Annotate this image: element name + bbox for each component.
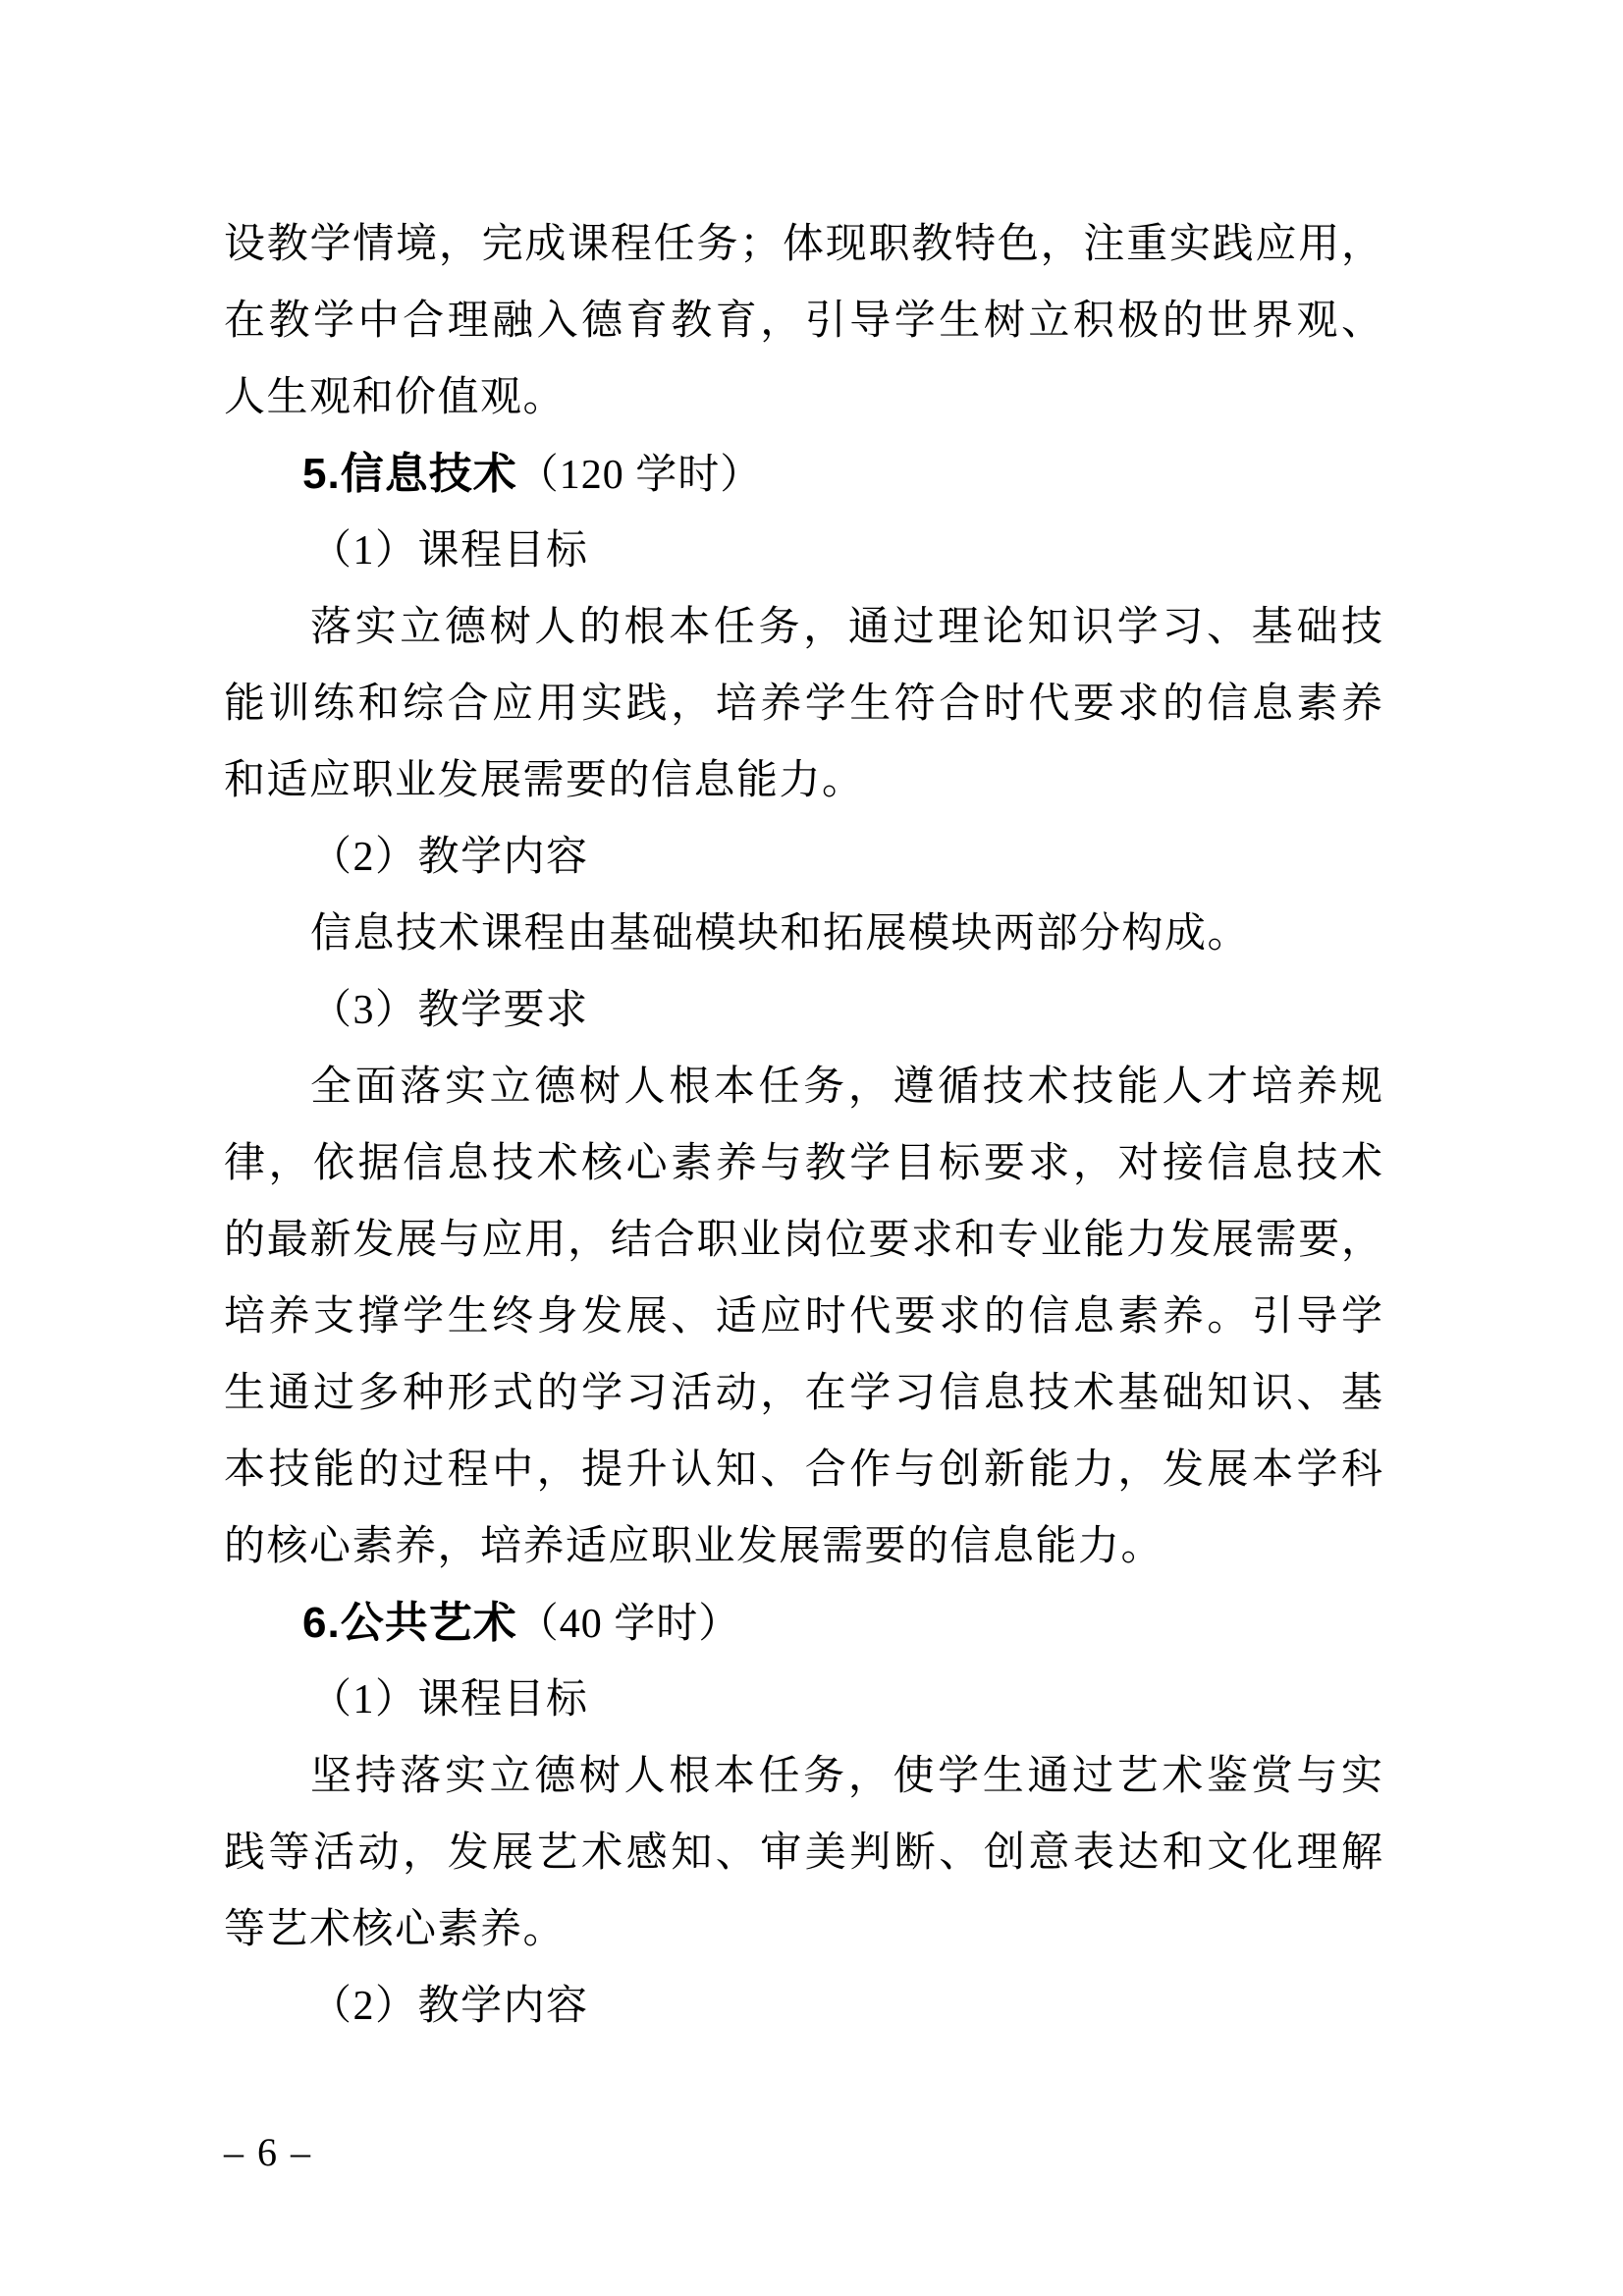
section-heading-info-tech: [224, 436, 1382, 513]
body-text-line: 坚持落实立德树人根本任务，使学生通过艺术鉴赏与实: [310, 1754, 1382, 1799]
subsection-label: （1）课程目标: [310, 528, 589, 574]
document-text-block: [224, 206, 1382, 2045]
subsection-label: （1）课程目标: [310, 1677, 589, 1722]
subsection-label: （2）教学内容: [310, 1984, 589, 2029]
body-text-line: 人生观和价值观。: [224, 375, 567, 420]
body-text-line: 和适应职业发展需要的信息能力。: [224, 758, 865, 803]
body-text-line: 全面落实立德树人根本任务，遵循技术技能人才培养规: [310, 1065, 1382, 1110]
body-text-line: 践等活动，发展艺术感知、审美判断、创意表达和文化理解: [224, 1831, 1382, 1876]
body-text-line: 设教学情境，完成课程任务；体现职教特色，注重实践应用，: [224, 222, 1382, 267]
body-text-line: 等艺术核心素养。: [224, 1907, 567, 1952]
body-text-line: 培养支撑学生终身发展、适应时代要求的信息素养。引导学: [224, 1294, 1382, 1339]
heading-number-title: 5.信息技术: [302, 450, 517, 498]
section-heading-public-art: [224, 1585, 1382, 1662]
body-text-line: 的核心素养，培养适应职业发展需要的信息能力。: [224, 1524, 1164, 1569]
body-text-line: 能训练和综合应用实践，培养学生符合时代要求的信息素养: [224, 682, 1382, 727]
body-text-line: 信息技术课程由基础模块和拓展模块两部分构成。: [310, 911, 1251, 957]
body-text-line: 生通过多种形式的学习活动，在学习信息技术基础知识、基: [224, 1371, 1382, 1416]
page-number: – 6 –: [224, 2130, 312, 2174]
subsection-label: （2）教学内容: [310, 835, 589, 880]
body-text-line: 本技能的过程中，提升认知、合作与创新能力，发展本学科: [224, 1448, 1382, 1493]
heading-hours: （40 学时）: [516, 1602, 741, 1647]
body-text-line: 律，依据信息技术核心素养与教学目标要求，对接信息技术: [224, 1141, 1382, 1186]
body-text-line: 在教学中合理融入德育教育，引导学生树立积极的世界观、: [224, 299, 1382, 344]
body-text-line: 的最新发展与应用，结合职业岗位要求和专业能力发展需要，: [224, 1218, 1382, 1263]
heading-number-title: 6.公共艺术: [302, 1599, 517, 1647]
body-text-line: 落实立德树人的根本任务，通过理论知识学习、基础技: [310, 605, 1382, 650]
subsection-label: （3）教学要求: [310, 988, 589, 1033]
heading-hours: （120 学时）: [516, 453, 763, 498]
